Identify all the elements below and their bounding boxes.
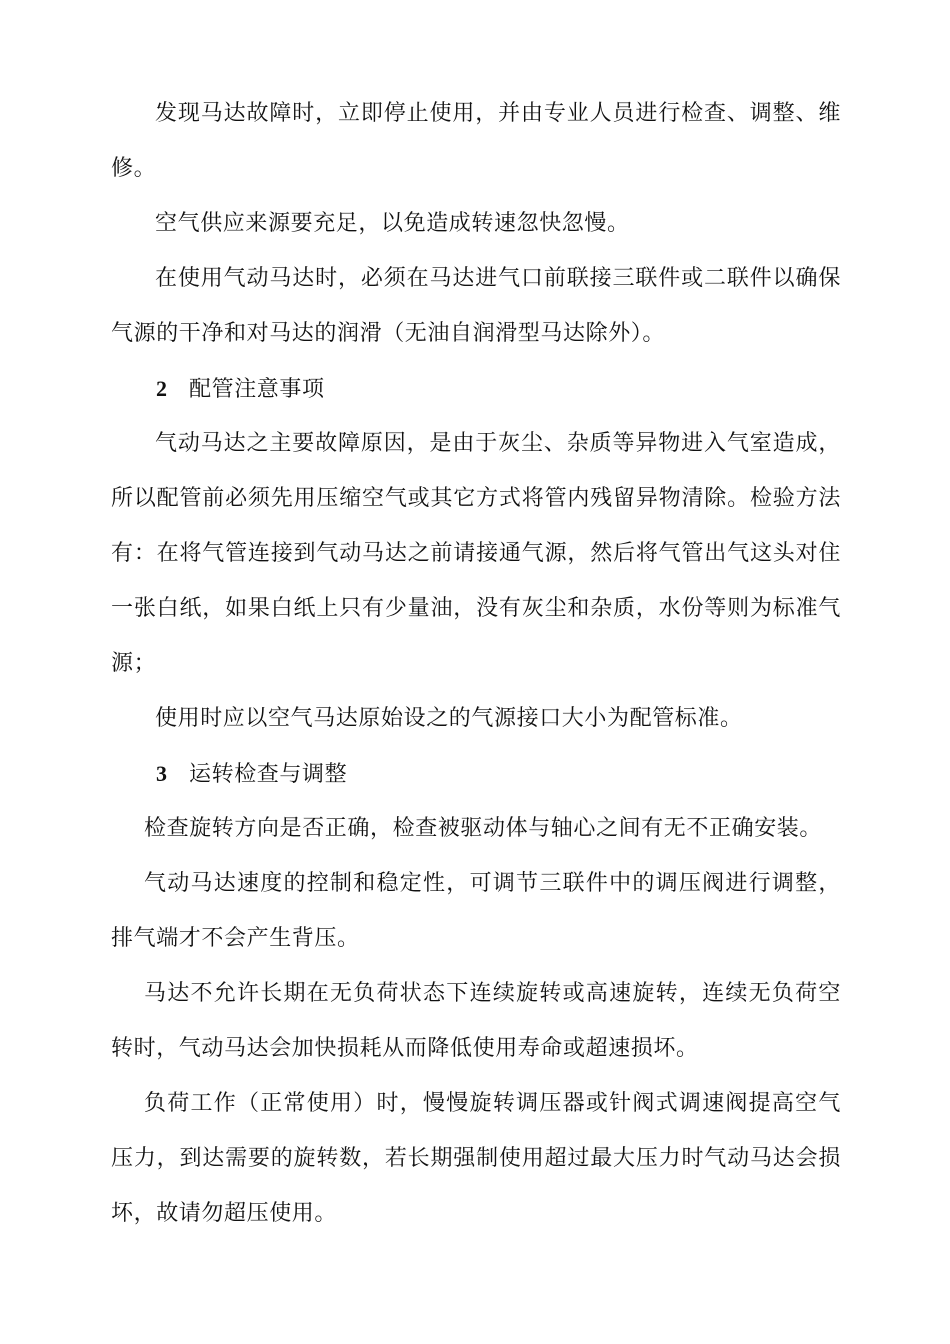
section-heading-3 xyxy=(156,746,347,802)
paragraph-load-operation: 负荷工作（正常使用）时，慢慢旋转调压器或针阀式调速阀提高空气压力，到达需要的旋转数，若长期强制使用超过最大压力时气动马达会损坏，故请勿超压使用。 xyxy=(111,1091,841,1226)
paragraph-rotation-check: 检查旋转方向是否正确，检查被驱动体与轴心之间有无不正确安装。 xyxy=(144,816,823,841)
paragraph-triplex-unit: 在使用气动马达时，必须在马达进气口前联接三联件或二联件以确保气源的干净和对马达的润滑（无油自润滑型马达除外）。 xyxy=(111,266,841,346)
paragraph-air-supply: 空气供应来源要充足，以免造成转速忽快忽慢。 xyxy=(155,211,630,236)
section-title: 配管注意事项 xyxy=(189,377,325,402)
paragraph-speed-control: 气动马达速度的控制和稳定性，可调节三联件中的调压阀进行调整，排气端才不会产生背压。 xyxy=(111,871,841,951)
paragraph-piping-standard: 使用时应以空气马达原始设之的气源接口大小为配管标准。 xyxy=(155,706,743,731)
section-title: 运转检查与调整 xyxy=(189,762,348,787)
section-number: 3 xyxy=(156,761,168,786)
section-heading-2 xyxy=(156,361,325,417)
paragraph-no-load-warning: 马达不允许长期在无负荷状态下连续旋转或高速旋转，连续无负荷空转时，气动马达会加快损耗从而降低使用寿命或超速损坏。 xyxy=(111,981,841,1061)
paragraph-fault-cause: 气动马达之主要故障原因，是由于灰尘、杂质等异物进入气室造成，所以配管前必须先用压缩空气或其它方式将管内残留异物清除。检验方法有：在将气管连接到气动马达之前请接通气源，然后将气管出气这头对住一张白纸，如果白纸上只有少量油，没有灰尘和杂质，水份等则为标准气源； xyxy=(111,431,841,676)
section-number: 2 xyxy=(156,376,168,401)
paragraph-motor-fault: 发现马达故障时，立即停止使用，并由专业人员进行检查、调整、维修。 xyxy=(111,101,841,181)
